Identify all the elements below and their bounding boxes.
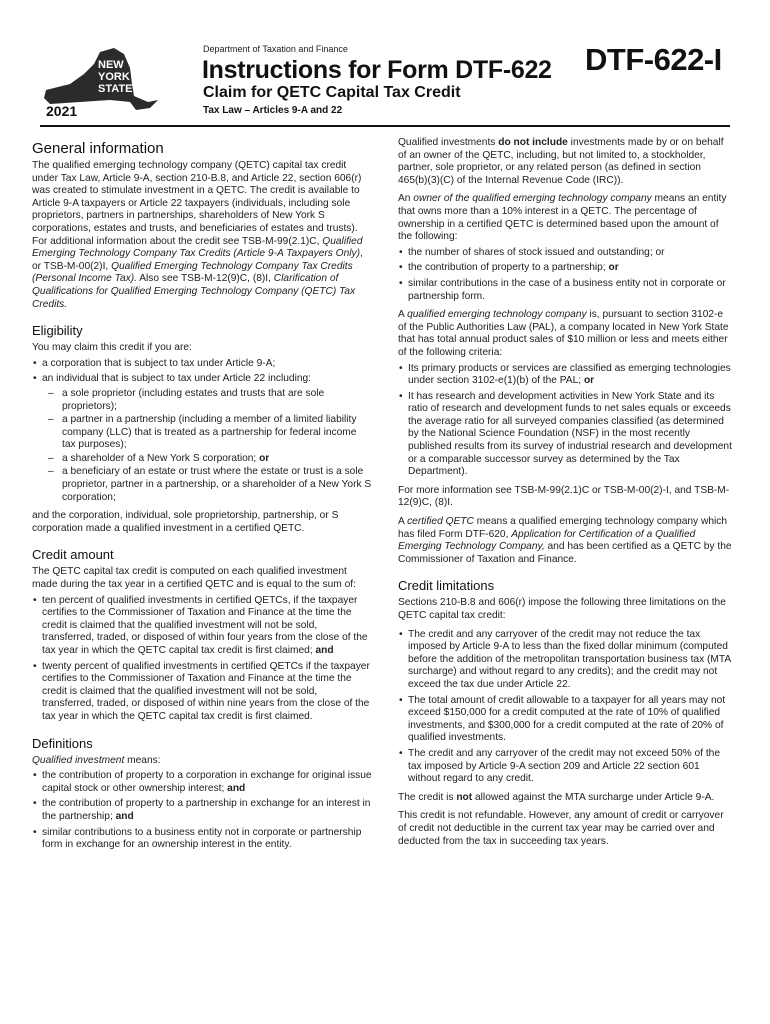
list-item: – a partner in a partnership (including a member of a limited liability company (LLC) that is treated as a partnership for federal income tax purposes); <box>32 414 372 452</box>
right-column <box>398 137 732 854</box>
tax-law-line: Tax Law – Articles 9-A and 22 <box>203 105 343 116</box>
emphasis: or <box>608 262 619 274</box>
text-run: the contribution of property to a corporation in exchange for original issue capital stock or other ownership interest; <box>42 770 372 794</box>
credit-amount-list <box>32 595 372 724</box>
text-run: means an entity that owns more than a 10% interest in a QETC. The percentage of ownership in a certified QETC is determined based upon the amount of the following: <box>398 193 727 243</box>
owner-list <box>398 247 732 303</box>
emphasis: and <box>315 645 334 656</box>
text-run: , or TSB-M-00(2)I, <box>32 248 363 272</box>
credit-limitations-list <box>398 629 732 786</box>
text-run: a shareholder of a New York S corporation; <box>62 452 260 464</box>
text-run: Qualified investments <box>398 137 499 148</box>
definitions-heading: Definitions <box>32 735 93 751</box>
defined-term: Qualified investment <box>32 754 125 766</box>
emphasis: not <box>456 791 473 803</box>
left-column <box>32 137 372 858</box>
list-item <box>398 363 732 388</box>
defined-term: owner of the qualified emerging technology company <box>413 193 652 205</box>
emphasis: or <box>583 375 595 387</box>
text-run: the contribution of property to a partnership; <box>408 262 609 274</box>
page-subtitle: Claim for QETC Capital Tax Credit <box>203 84 461 101</box>
definitions-intro <box>32 755 372 768</box>
list-item: – a beneficiary of an estate or trust where the estate or trust is a sole proprietor, partner in a partnership, or a shareholder of a New York S corporation; <box>32 466 372 504</box>
text-run: and has been certified as a QETC by the Commissioner of Taxation and Finance. <box>398 541 732 565</box>
text-run: A <box>398 516 408 528</box>
list-item: • a corporation that is subject to tax under Article 9-A; <box>32 358 372 371</box>
eligibility-intro: You may claim this credit if you are: <box>32 342 192 354</box>
text-run: An <box>398 193 414 205</box>
logo-year: 2021 <box>46 103 78 118</box>
text-run: Also see TSB-M-12(9)C, (8)I, <box>136 273 274 285</box>
list-item: – a sole proprietor (including estates and trusts that are sole proprietors); <box>32 388 372 413</box>
definitions-list <box>32 770 372 852</box>
logo-line-1: NEW <box>98 59 124 71</box>
list-item: • The credit and any carryover of the credit may not exceed 50% of the tax imposed by Article 9-A section 209 and Article 22 section 601 without regard to any credit. <box>398 748 732 786</box>
text-run: means a qualified emerging technology company which has filed Form DTF-620, <box>398 516 728 540</box>
eligibility-closing: and the corporation, individual, sole proprietorship, partnership, or S corporation made a qualified investment in a certified QETC. <box>32 510 339 534</box>
form-code: DTF-622-I <box>585 42 722 77</box>
emphasis: or <box>259 452 270 464</box>
text-run: ten percent of qualified investments in certified QETCs, if the taxpayer certifies to the Commissioner of Taxation and Finance at the time the credit is claimed that the qualified investment will not be sold, transferred, traded, or disposed of within four years from the close of the tax year in which the QETC capital tax credit is first claimed; <box>42 594 368 656</box>
list-item: • the number of shares of stock issued and outstanding; or <box>398 247 732 260</box>
nys-logo <box>40 44 162 118</box>
eligibility-list <box>32 358 372 505</box>
department-name: Department of Taxation and Finance <box>203 44 348 54</box>
nys-map-icon <box>40 44 162 118</box>
list-item: • similar contributions in the case of a business entity not in corporate or partnership form. <box>398 278 732 303</box>
credit-limitations-heading: Credit limitations <box>398 578 495 594</box>
emphasis: and <box>115 810 134 822</box>
qualified-investments-exclusion <box>398 137 732 187</box>
text-run: an individual that is subject to tax under Article 22 including: <box>42 373 311 385</box>
credit-amount-heading: Credit amount <box>32 547 114 563</box>
text-run: The qualified emerging technology company (QETC) capital tax credit under Tax Law, Article 9-A, section 210-B.8, and Article 22, section 606(r) was created to stimulate investment in a QETC. The credit is available to Article 9-A taxpayers or Article 22 taxpayers (individuals, including sole proprietors, partners in partnerships, shareholders of New York S corporations, estates and trusts, and beneficiaries of estates and trusts). For additional information about the credit see TSB-M-99(2.1)C, <box>32 160 362 247</box>
list-item: • It has research and development activities in New York State and its ratio of research and development funds to net sales equals or exceeds the average ratio for all surveyed companies classified (as determined by the National Science Foundation (NSF) in the most recently published results from its survey of industrial research and development or a comparable successor survey as determined by the Tax Department). <box>398 391 732 479</box>
list-item <box>32 373 372 504</box>
publication-title: Clarification of Qualifications for Qualified Emerging Technology Company (QETC) Tax Credits. <box>32 273 356 310</box>
list-item <box>32 595 372 658</box>
eligibility-heading: Eligibility <box>32 323 83 339</box>
mta-surcharge-note <box>398 792 732 805</box>
text-run: investments made by or on behalf of an owner of the QETC, including, but not limited to, a stockholder, partner, sole proprietor, or any related person (as defined in section 465(b)(3)(C) of the Internal Revenue Code (IRC)). <box>398 137 724 186</box>
text-run: is, pursuant to section 3102-e of the Public Authorities Law (PAL), a company located in New York State that has total annual product sales of $10 million or less and meets either of the following criteria: <box>398 309 729 358</box>
publication-title: Qualified Emerging Technology Company Tax Credits (Article 9-A Taxpayers Only) <box>32 235 363 260</box>
defined-term: qualified emerging technology company <box>407 309 587 321</box>
list-item <box>32 770 372 795</box>
text-run: means: <box>124 754 161 766</box>
form-title: Application for Certification of a Qualified Emerging Technology Company, <box>398 528 696 553</box>
list-item: • The total amount of credit allowable to a taxpayer for all years may not exceed $150,000 for a credit computed at the rate of 10% of qualified investments, and $300,000 for a credit computed at the rate of 20% of qualified investments. <box>398 695 732 745</box>
list-item <box>398 262 732 275</box>
list-item: • The credit and any carryover of the credit may not reduce the tax imposed by Article 9-A to less than the fixed dollar minimum (computed before the addition of the metropolitan transportation business tax (MTA surcharge) and without regard to any credits); and the credit may not exceed the tax due under Article 22. <box>398 629 732 692</box>
credit-amount-intro: The QETC capital tax credit is computed on each qualified investment made during the tax year in a certified QETC and is equal to the sum of: <box>32 566 356 591</box>
qetc-criteria-list <box>398 363 732 479</box>
certified-qetc-definition <box>398 516 732 566</box>
text-run: allowed against the MTA surcharge under Article 9-A. <box>472 791 715 803</box>
qetc-definition <box>398 309 732 359</box>
emphasis: do not include <box>498 137 568 148</box>
list-item: • twenty percent of qualified investments in certified QETCs if the taxpayer certifies to the Commissioner of Taxation and Finance at the time the credit is claimed that the qualified investment will not be sold, transferred, traded, or disposed of within nine years from the close of the tax year in which the QETC capital tax credit is first claimed. <box>32 661 372 724</box>
text-run: the contribution of property to a partnership in exchange for an interest in the partnership; <box>42 798 371 822</box>
text-run: The credit is <box>398 791 457 803</box>
owner-definition <box>398 193 732 243</box>
defined-term: certified QETC <box>407 516 474 528</box>
logo-line-2: YORK <box>98 71 130 83</box>
text-run: A <box>398 309 408 321</box>
credit-limitations-intro: Sections 210-B.8 and 606(r) impose the following three limitations on the QETC capital tax credit: <box>398 597 726 621</box>
list-item: • similar contributions to a business entity not in corporate or partnership form in exchange for an ownership interest in the entity. <box>32 827 372 852</box>
text-run: Its primary products or services are classified as emerging technologies under section 3102-e(1)(b) of the PAL; <box>408 362 731 387</box>
publication-title: Qualified Emerging Technology Company Tax Credits (Personal Income Tax). <box>32 260 353 285</box>
list-item <box>32 453 372 466</box>
page-title: Instructions for Form DTF-622 <box>202 56 552 84</box>
header-divider <box>40 125 730 127</box>
refundability-note: This credit is not refundable. However, any amount of credit or carryover of credit not deductible in the current tax year may be carried over and deducted from the tax in succeeding tax years. <box>398 810 724 847</box>
logo-line-3: STATE <box>98 83 133 95</box>
more-information: For more information see TSB-M-99(2.1)C or TSB-M-00(2)-I, and TSB-M-12(9)C, (8)I. <box>398 484 730 509</box>
general-information-text <box>32 160 372 311</box>
general-information-heading: General information <box>32 140 164 157</box>
list-item <box>32 798 372 823</box>
eligibility-sublist <box>32 388 372 504</box>
emphasis: and <box>227 782 246 794</box>
